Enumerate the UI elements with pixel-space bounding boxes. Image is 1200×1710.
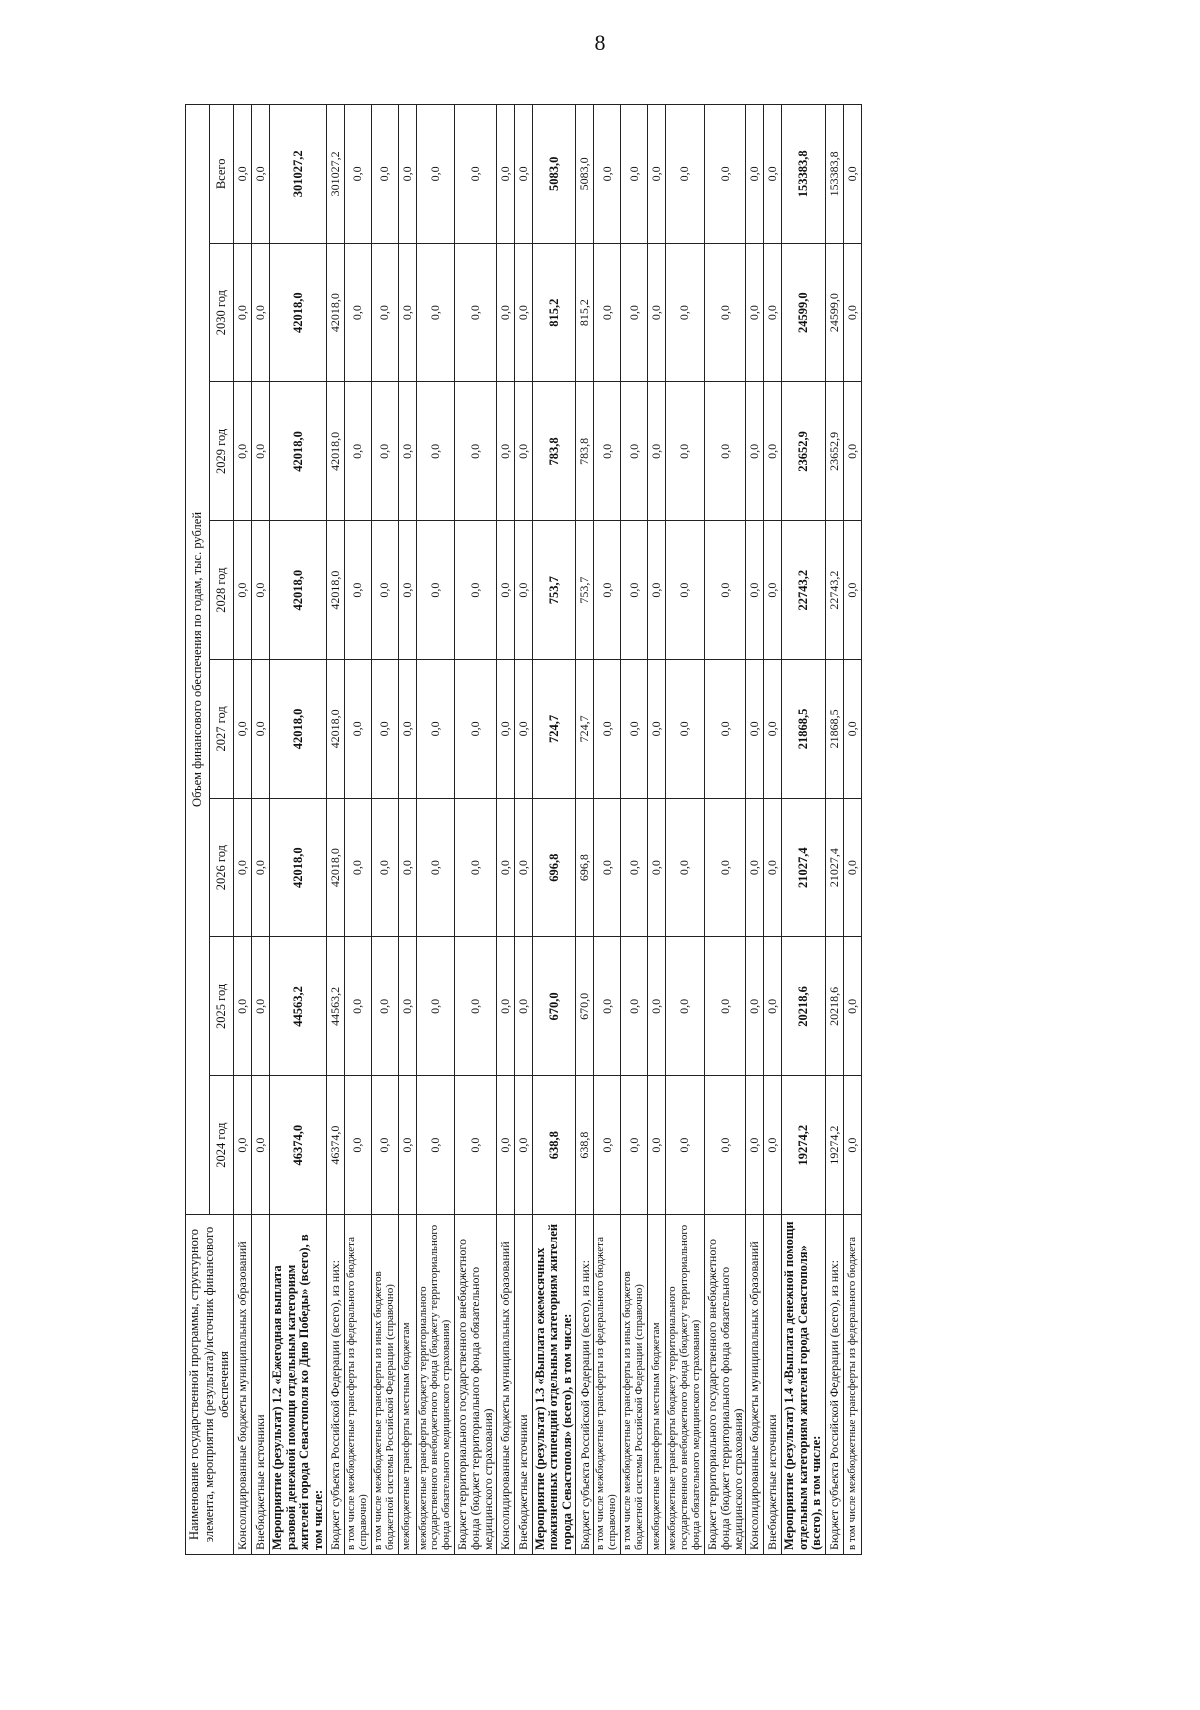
value-cell: 19274,2 — [782, 1076, 826, 1215]
table-row — [514, 104, 532, 1554]
value-cell: 24599,0 — [825, 243, 843, 382]
row-label: Бюджет территориального государственного внебюджетного фонда (бюджет территориального фонда обязательного медицинского страхования) — [455, 1215, 497, 1555]
value-cell: 0,0 — [764, 382, 782, 521]
value-cell: 0,0 — [398, 382, 416, 521]
value-cell: 20218,6 — [825, 937, 843, 1076]
value-cell: 0,0 — [398, 660, 416, 799]
value-cell: 753,7 — [576, 521, 594, 660]
table-row — [270, 104, 327, 1554]
value-cell: 5083,0 — [576, 104, 594, 243]
value-cell: 0,0 — [704, 104, 746, 243]
value-cell: 0,0 — [764, 1076, 782, 1215]
row-label: межбюджетные трансферты бюджету территориального государственного внебюджетного фонда (бюджету территориального фонда обязательного медицинского страхования) — [665, 1215, 704, 1555]
table-row — [843, 104, 861, 1554]
row-label: Консолидированные бюджеты муниципальных образований — [496, 1215, 514, 1555]
value-cell: 0,0 — [455, 798, 497, 937]
value-cell: 42018,0 — [327, 382, 345, 521]
table-row — [416, 104, 455, 1554]
value-cell: 301027,2 — [327, 104, 345, 243]
value-cell: 0,0 — [398, 243, 416, 382]
value-cell: 0,0 — [345, 521, 372, 660]
value-cell: 42018,0 — [270, 660, 327, 799]
value-cell: 0,0 — [594, 521, 621, 660]
value-cell: 696,8 — [576, 798, 594, 937]
value-cell: 0,0 — [345, 1076, 372, 1215]
value-cell: 0,0 — [764, 243, 782, 382]
value-cell: 0,0 — [371, 382, 398, 521]
value-cell: 21027,4 — [825, 798, 843, 937]
value-cell: 0,0 — [496, 660, 514, 799]
value-cell: 22743,2 — [825, 521, 843, 660]
value-cell: 0,0 — [234, 243, 252, 382]
value-cell: 0,0 — [496, 104, 514, 243]
table-row — [704, 104, 746, 1554]
value-cell: 0,0 — [455, 243, 497, 382]
value-cell: 0,0 — [843, 660, 861, 799]
value-cell: 19274,2 — [825, 1076, 843, 1215]
header-volume-cell: Объем финансового обеспечения по годам, тыс. рублей — [186, 104, 210, 1214]
value-cell: 0,0 — [704, 1076, 746, 1215]
value-cell: 42018,0 — [327, 521, 345, 660]
row-label: межбюджетные трансферты бюджету территориального государственного внебюджетного фонда (бюджету территориального фонда обязательного медицинского страхования) — [416, 1215, 455, 1555]
value-cell: 0,0 — [647, 521, 665, 660]
value-cell: 0,0 — [398, 521, 416, 660]
value-cell: 724,7 — [576, 660, 594, 799]
table-row — [398, 104, 416, 1554]
table-row — [647, 104, 665, 1554]
row-label: Внебюджетные источники — [514, 1215, 532, 1555]
value-cell: 42018,0 — [270, 798, 327, 937]
financing-table — [185, 104, 862, 1555]
value-cell: 0,0 — [496, 937, 514, 1076]
value-cell: 0,0 — [647, 1076, 665, 1215]
value-cell: 153383,8 — [782, 104, 826, 243]
value-cell: 0,0 — [704, 521, 746, 660]
value-cell: 0,0 — [594, 104, 621, 243]
value-cell: 44563,2 — [270, 937, 327, 1076]
row-label: Бюджет субъекта Российской Федерации (всего), из них: — [576, 1215, 594, 1555]
value-cell: 0,0 — [843, 382, 861, 521]
value-cell: 0,0 — [594, 243, 621, 382]
value-cell: 0,0 — [764, 937, 782, 1076]
value-cell: 0,0 — [621, 104, 648, 243]
value-cell: 0,0 — [252, 798, 270, 937]
row-label: Бюджет территориального государственного внебюджетного фонда (бюджет территориального фонда обязательного медицинского страхования) — [704, 1215, 746, 1555]
table-row — [371, 104, 398, 1554]
value-cell: 0,0 — [371, 243, 398, 382]
value-cell: 0,0 — [455, 521, 497, 660]
row-label: Мероприятие (результат) 1.2 «Ежегодная выплата разовой денежной помощи отдельным категориям жителей города Севастополя ко Дню Победы» (всего), в том числе: — [270, 1215, 327, 1555]
table-row — [746, 104, 764, 1554]
value-cell: 0,0 — [746, 243, 764, 382]
value-cell: 0,0 — [345, 382, 372, 521]
value-cell: 0,0 — [764, 521, 782, 660]
page-number: 8 — [594, 30, 606, 55]
value-cell: 0,0 — [594, 937, 621, 1076]
value-cell: 0,0 — [252, 521, 270, 660]
row-label: Внебюджетные источники — [252, 1215, 270, 1555]
value-cell: 815,2 — [532, 243, 576, 382]
value-cell: 0,0 — [416, 104, 455, 243]
value-cell: 0,0 — [496, 521, 514, 660]
row-label: в том числе межбюджетные трансферты из федерального бюджета — [843, 1215, 861, 1555]
value-cell: 0,0 — [455, 1076, 497, 1215]
value-cell: 22743,2 — [782, 521, 826, 660]
value-cell: 24599,0 — [782, 243, 826, 382]
value-cell: 0,0 — [704, 937, 746, 1076]
value-cell: 0,0 — [234, 382, 252, 521]
value-cell: 0,0 — [371, 104, 398, 243]
table-row — [665, 104, 704, 1554]
value-cell: 0,0 — [345, 798, 372, 937]
value-cell: 0,0 — [345, 937, 372, 1076]
value-cell: 0,0 — [398, 798, 416, 937]
value-cell: 0,0 — [746, 937, 764, 1076]
row-label: межбюджетные трансферты местным бюджетам — [647, 1215, 665, 1555]
value-cell: 0,0 — [416, 243, 455, 382]
value-cell: 42018,0 — [270, 521, 327, 660]
value-cell: 0,0 — [665, 243, 704, 382]
value-cell: 0,0 — [704, 660, 746, 799]
value-cell: 670,0 — [532, 937, 576, 1076]
value-cell: 0,0 — [621, 521, 648, 660]
row-label: в том числе межбюджетные трансферты из иных бюджетов бюджетной системы Российской Федерации (справочно) — [371, 1215, 398, 1555]
header-name-cell: Наименование государственной программы, структурного элемента, мероприятия (результата)/источник финансового обеспечения — [186, 1215, 234, 1555]
value-cell: 0,0 — [746, 382, 764, 521]
value-cell: 21027,4 — [782, 798, 826, 937]
value-cell: 0,0 — [514, 382, 532, 521]
value-cell: 42018,0 — [270, 243, 327, 382]
value-cell: 0,0 — [665, 798, 704, 937]
header-row-top — [186, 104, 210, 1554]
value-cell: 0,0 — [416, 660, 455, 799]
table-row — [594, 104, 621, 1554]
value-cell: 0,0 — [371, 521, 398, 660]
value-cell: 0,0 — [665, 104, 704, 243]
value-cell: 0,0 — [843, 104, 861, 243]
value-cell: 0,0 — [665, 521, 704, 660]
table-row — [576, 104, 594, 1554]
value-cell: 0,0 — [496, 798, 514, 937]
header-year-cell: 2028 год — [210, 521, 234, 660]
value-cell: 0,0 — [252, 243, 270, 382]
value-cell: 0,0 — [345, 104, 372, 243]
value-cell: 0,0 — [843, 521, 861, 660]
value-cell: 0,0 — [416, 382, 455, 521]
value-cell: 0,0 — [345, 243, 372, 382]
value-cell: 670,0 — [576, 937, 594, 1076]
value-cell: 5083,0 — [532, 104, 576, 243]
value-cell: 0,0 — [647, 104, 665, 243]
header-year-cell: 2030 год — [210, 243, 234, 382]
value-cell: 21868,5 — [825, 660, 843, 799]
value-cell: 0,0 — [647, 937, 665, 1076]
value-cell: 0,0 — [594, 798, 621, 937]
value-cell: 0,0 — [455, 660, 497, 799]
value-cell: 20218,6 — [782, 937, 826, 1076]
table-row — [825, 104, 843, 1554]
value-cell: 301027,2 — [270, 104, 327, 243]
value-cell: 46374,0 — [327, 1076, 345, 1215]
value-cell: 0,0 — [621, 243, 648, 382]
header-year-cell: 2026 год — [210, 798, 234, 937]
value-cell: 0,0 — [621, 937, 648, 1076]
value-cell: 0,0 — [746, 104, 764, 243]
table-row — [327, 104, 345, 1554]
value-cell: 0,0 — [514, 1076, 532, 1215]
value-cell: 638,8 — [532, 1076, 576, 1215]
value-cell: 0,0 — [704, 798, 746, 937]
value-cell: 42018,0 — [270, 382, 327, 521]
value-cell: 0,0 — [665, 937, 704, 1076]
value-cell: 0,0 — [746, 798, 764, 937]
value-cell: 0,0 — [234, 798, 252, 937]
value-cell: 0,0 — [665, 382, 704, 521]
table-body — [234, 104, 862, 1554]
value-cell: 0,0 — [496, 382, 514, 521]
value-cell: 0,0 — [398, 104, 416, 243]
value-cell: 21868,5 — [782, 660, 826, 799]
value-cell: 638,8 — [576, 1076, 594, 1215]
value-cell: 0,0 — [234, 104, 252, 243]
row-label: Внебюджетные источники — [764, 1215, 782, 1555]
row-label: Бюджет субъекта Российской Федерации (всего), из них: — [825, 1215, 843, 1555]
value-cell: 0,0 — [665, 660, 704, 799]
value-cell: 0,0 — [514, 798, 532, 937]
value-cell: 0,0 — [594, 382, 621, 521]
table-row — [234, 104, 252, 1554]
rotated-table-container — [185, 105, 1035, 1555]
value-cell: 0,0 — [764, 660, 782, 799]
value-cell: 0,0 — [843, 1076, 861, 1215]
value-cell: 0,0 — [496, 1076, 514, 1215]
value-cell: 23652,9 — [782, 382, 826, 521]
value-cell: 0,0 — [416, 937, 455, 1076]
row-label: Консолидированные бюджеты муниципальных образований — [234, 1215, 252, 1555]
value-cell: 724,7 — [532, 660, 576, 799]
value-cell: 42018,0 — [327, 798, 345, 937]
value-cell: 0,0 — [594, 1076, 621, 1215]
value-cell: 0,0 — [514, 937, 532, 1076]
value-cell: 0,0 — [514, 243, 532, 382]
value-cell: 0,0 — [647, 798, 665, 937]
value-cell: 153383,8 — [825, 104, 843, 243]
value-cell: 783,8 — [532, 382, 576, 521]
header-year-cell: 2027 год — [210, 660, 234, 799]
header-year-cell: 2025 год — [210, 937, 234, 1076]
value-cell: 0,0 — [398, 1076, 416, 1215]
value-cell: 0,0 — [746, 1076, 764, 1215]
table-row — [764, 104, 782, 1554]
value-cell: 0,0 — [746, 521, 764, 660]
value-cell: 815,2 — [576, 243, 594, 382]
value-cell: 0,0 — [843, 937, 861, 1076]
row-label: межбюджетные трансферты местным бюджетам — [398, 1215, 416, 1555]
header-year-cell: Всего — [210, 104, 234, 243]
value-cell: 0,0 — [843, 243, 861, 382]
value-cell: 0,0 — [234, 660, 252, 799]
value-cell: 42018,0 — [327, 660, 345, 799]
value-cell: 0,0 — [252, 660, 270, 799]
value-cell: 0,0 — [621, 798, 648, 937]
value-cell: 0,0 — [594, 660, 621, 799]
value-cell: 0,0 — [234, 937, 252, 1076]
value-cell: 0,0 — [455, 382, 497, 521]
value-cell: 23652,9 — [825, 382, 843, 521]
value-cell: 0,0 — [252, 104, 270, 243]
value-cell: 0,0 — [252, 382, 270, 521]
header-year-cell: 2029 год — [210, 382, 234, 521]
value-cell: 696,8 — [532, 798, 576, 937]
value-cell: 0,0 — [514, 660, 532, 799]
value-cell: 0,0 — [764, 104, 782, 243]
value-cell: 0,0 — [398, 937, 416, 1076]
value-cell: 0,0 — [647, 382, 665, 521]
value-cell: 0,0 — [764, 798, 782, 937]
row-label: в том числе межбюджетные трансферты из иных бюджетов бюджетной системы Российской Федерации (справочно) — [621, 1215, 648, 1555]
table-row — [621, 104, 648, 1554]
value-cell: 0,0 — [704, 243, 746, 382]
table-row — [532, 104, 576, 1554]
value-cell: 0,0 — [416, 798, 455, 937]
header-year-cell: 2024 год — [210, 1076, 234, 1215]
value-cell: 0,0 — [416, 1076, 455, 1215]
value-cell: 0,0 — [647, 660, 665, 799]
value-cell: 0,0 — [371, 660, 398, 799]
row-label: в том числе межбюджетные трансферты из федерального бюджета (справочно) — [345, 1215, 372, 1555]
row-label: Мероприятие (результат) 1.4 «Выплата денежной помощи отдельным категориям жителей города Севастополя» (всего), в том числе: — [782, 1215, 826, 1555]
value-cell: 0,0 — [514, 521, 532, 660]
value-cell: 0,0 — [234, 1076, 252, 1215]
table-row — [252, 104, 270, 1554]
value-cell: 0,0 — [665, 1076, 704, 1215]
value-cell: 0,0 — [345, 660, 372, 799]
value-cell: 0,0 — [416, 521, 455, 660]
row-label: Консолидированные бюджеты муниципальных образований — [746, 1215, 764, 1555]
value-cell: 0,0 — [514, 104, 532, 243]
value-cell: 0,0 — [455, 104, 497, 243]
value-cell: 0,0 — [746, 660, 764, 799]
value-cell: 46374,0 — [270, 1076, 327, 1215]
value-cell: 42018,0 — [327, 243, 345, 382]
value-cell: 0,0 — [371, 937, 398, 1076]
value-cell: 0,0 — [704, 382, 746, 521]
row-label: в том числе межбюджетные трансферты из федерального бюджета (справочно) — [594, 1215, 621, 1555]
value-cell: 0,0 — [234, 521, 252, 660]
row-label: Бюджет субъекта Российской Федерации (всего), из них: — [327, 1215, 345, 1555]
value-cell: 753,7 — [532, 521, 576, 660]
value-cell: 0,0 — [621, 660, 648, 799]
table-row — [455, 104, 497, 1554]
value-cell: 0,0 — [252, 1076, 270, 1215]
value-cell: 44563,2 — [327, 937, 345, 1076]
value-cell: 0,0 — [647, 243, 665, 382]
value-cell: 0,0 — [621, 1076, 648, 1215]
table-row — [345, 104, 372, 1554]
value-cell: 0,0 — [455, 937, 497, 1076]
table-row — [496, 104, 514, 1554]
table-row — [782, 104, 826, 1554]
row-label: Мероприятие (результат) 1.3 «Выплата ежемесячных пожизненных стипендий отдельным категориям жителей города Севастополя» (всего), в том числе: — [532, 1215, 576, 1555]
value-cell: 0,0 — [496, 243, 514, 382]
value-cell: 0,0 — [621, 382, 648, 521]
value-cell: 0,0 — [252, 937, 270, 1076]
value-cell: 0,0 — [843, 798, 861, 937]
value-cell: 0,0 — [371, 1076, 398, 1215]
value-cell: 0,0 — [371, 798, 398, 937]
value-cell: 783,8 — [576, 382, 594, 521]
